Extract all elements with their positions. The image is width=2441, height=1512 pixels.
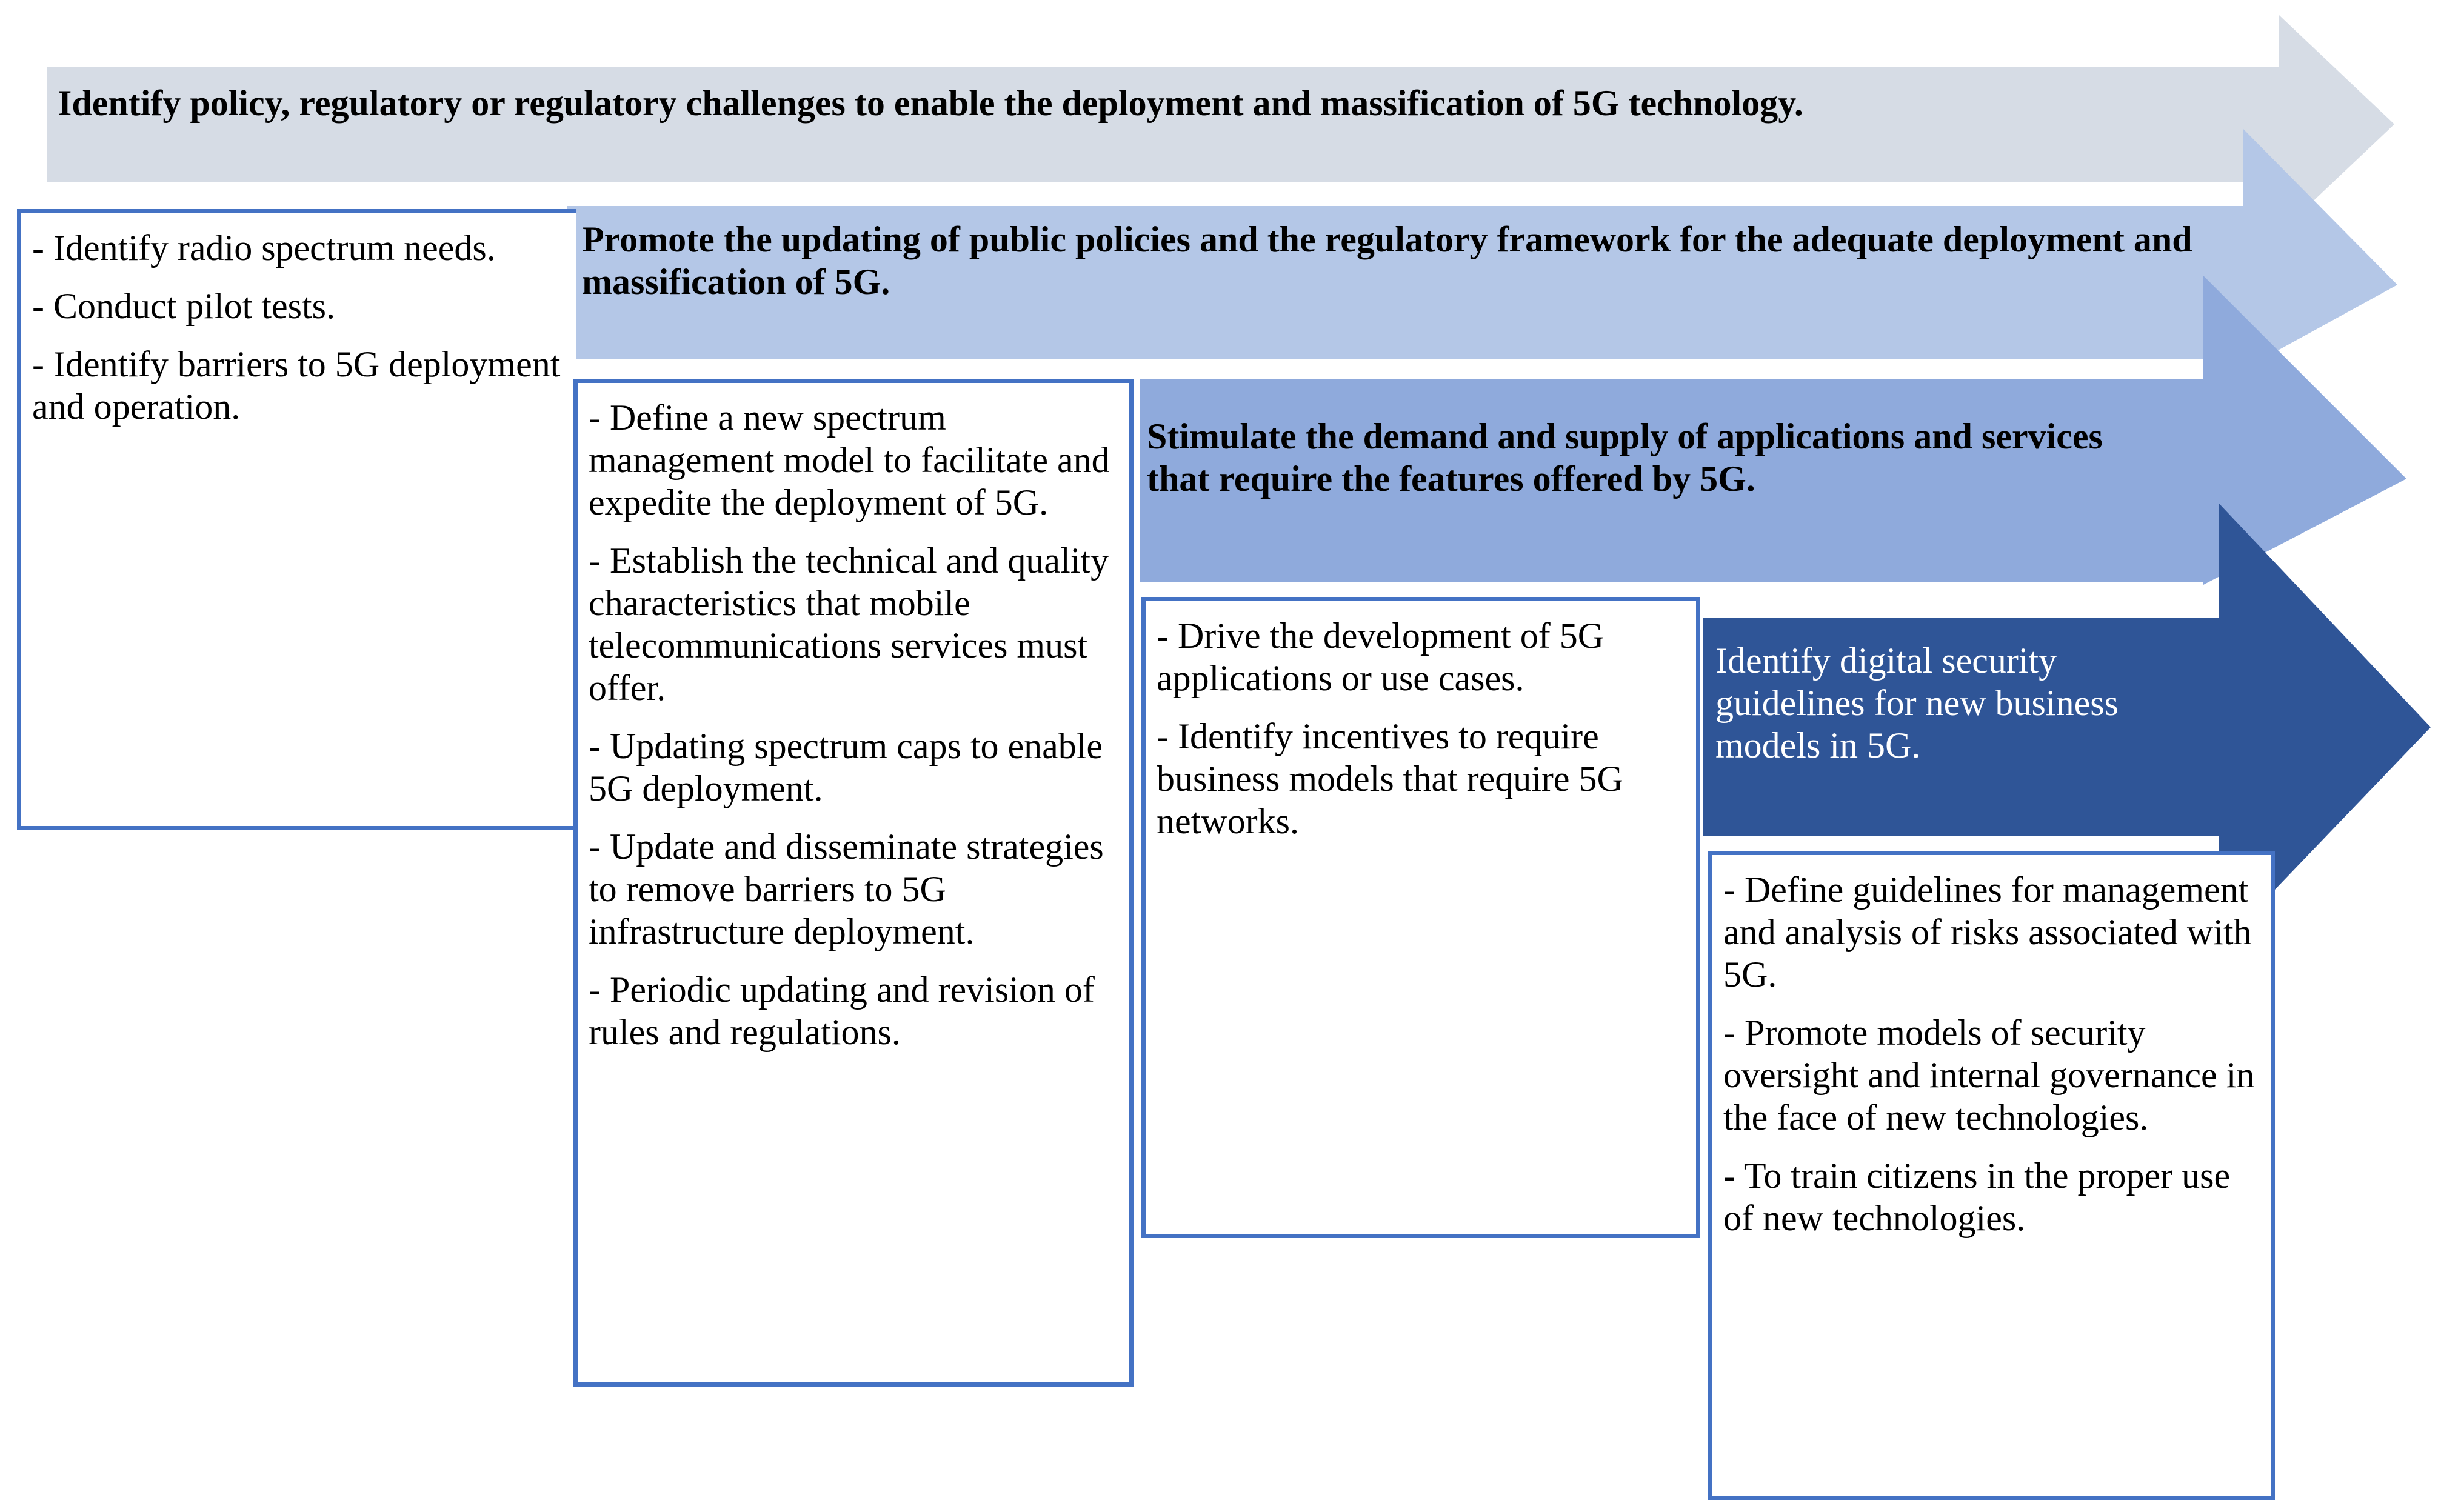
stage-3-box (1141, 597, 1700, 1238)
list-item: - Identify incentives to require business models that require 5G networks. (1157, 716, 1623, 841)
stage-4-title: Identify digital security guidelines for new business models in 5G. (1715, 641, 2119, 765)
stage-2-title: Promote the updating of public policies and the regulatory framework for the adequate deployment and massification of 5G. (582, 219, 2192, 302)
list-item: - Updating spectrum caps to enable 5G deployment. (589, 726, 1103, 808)
list-item: - Conduct pilot tests. (32, 286, 335, 326)
stage-1-title: Identify policy, regulatory or regulatory challenges to enable the deployment and massification of 5G technology. (58, 83, 1803, 123)
list-item: - Establish the technical and quality characteristics that mobile telecommunications services must offer. (589, 541, 1109, 708)
list-item: - Update and disseminate strategies to remove barriers to 5G infrastructure deployment. (589, 827, 1104, 951)
list-item: - Identify barriers to 5G deployment and operation. (32, 344, 561, 427)
stage-2-box (573, 379, 1134, 1387)
list-item: - Identify radio spectrum needs. (32, 228, 496, 268)
list-item: - Define a new spectrum management model to facilitate and expedite the deployment of 5G. (589, 398, 1110, 522)
list-item: - Periodic updating and revision of rules and regulations. (589, 970, 1095, 1052)
stage-1-arrow (47, 15, 2394, 233)
list-item: - Define guidelines for management and analysis of risks associated with 5G. (1723, 870, 2252, 994)
stage-1-box (17, 209, 576, 830)
list-item: - Promote models of security oversight and internal governance in the face of new technologies. (1723, 1013, 2255, 1137)
list-item: - Drive the development of 5G applications or use cases. (1157, 616, 1605, 698)
stage-3-title: Stimulate the demand and supply of applications and services that require the features offered by 5G. (1147, 416, 2103, 499)
stage-4-box (1708, 851, 2275, 1500)
list-item: - To train citizens in the proper use of new technologies. (1723, 1156, 2231, 1238)
